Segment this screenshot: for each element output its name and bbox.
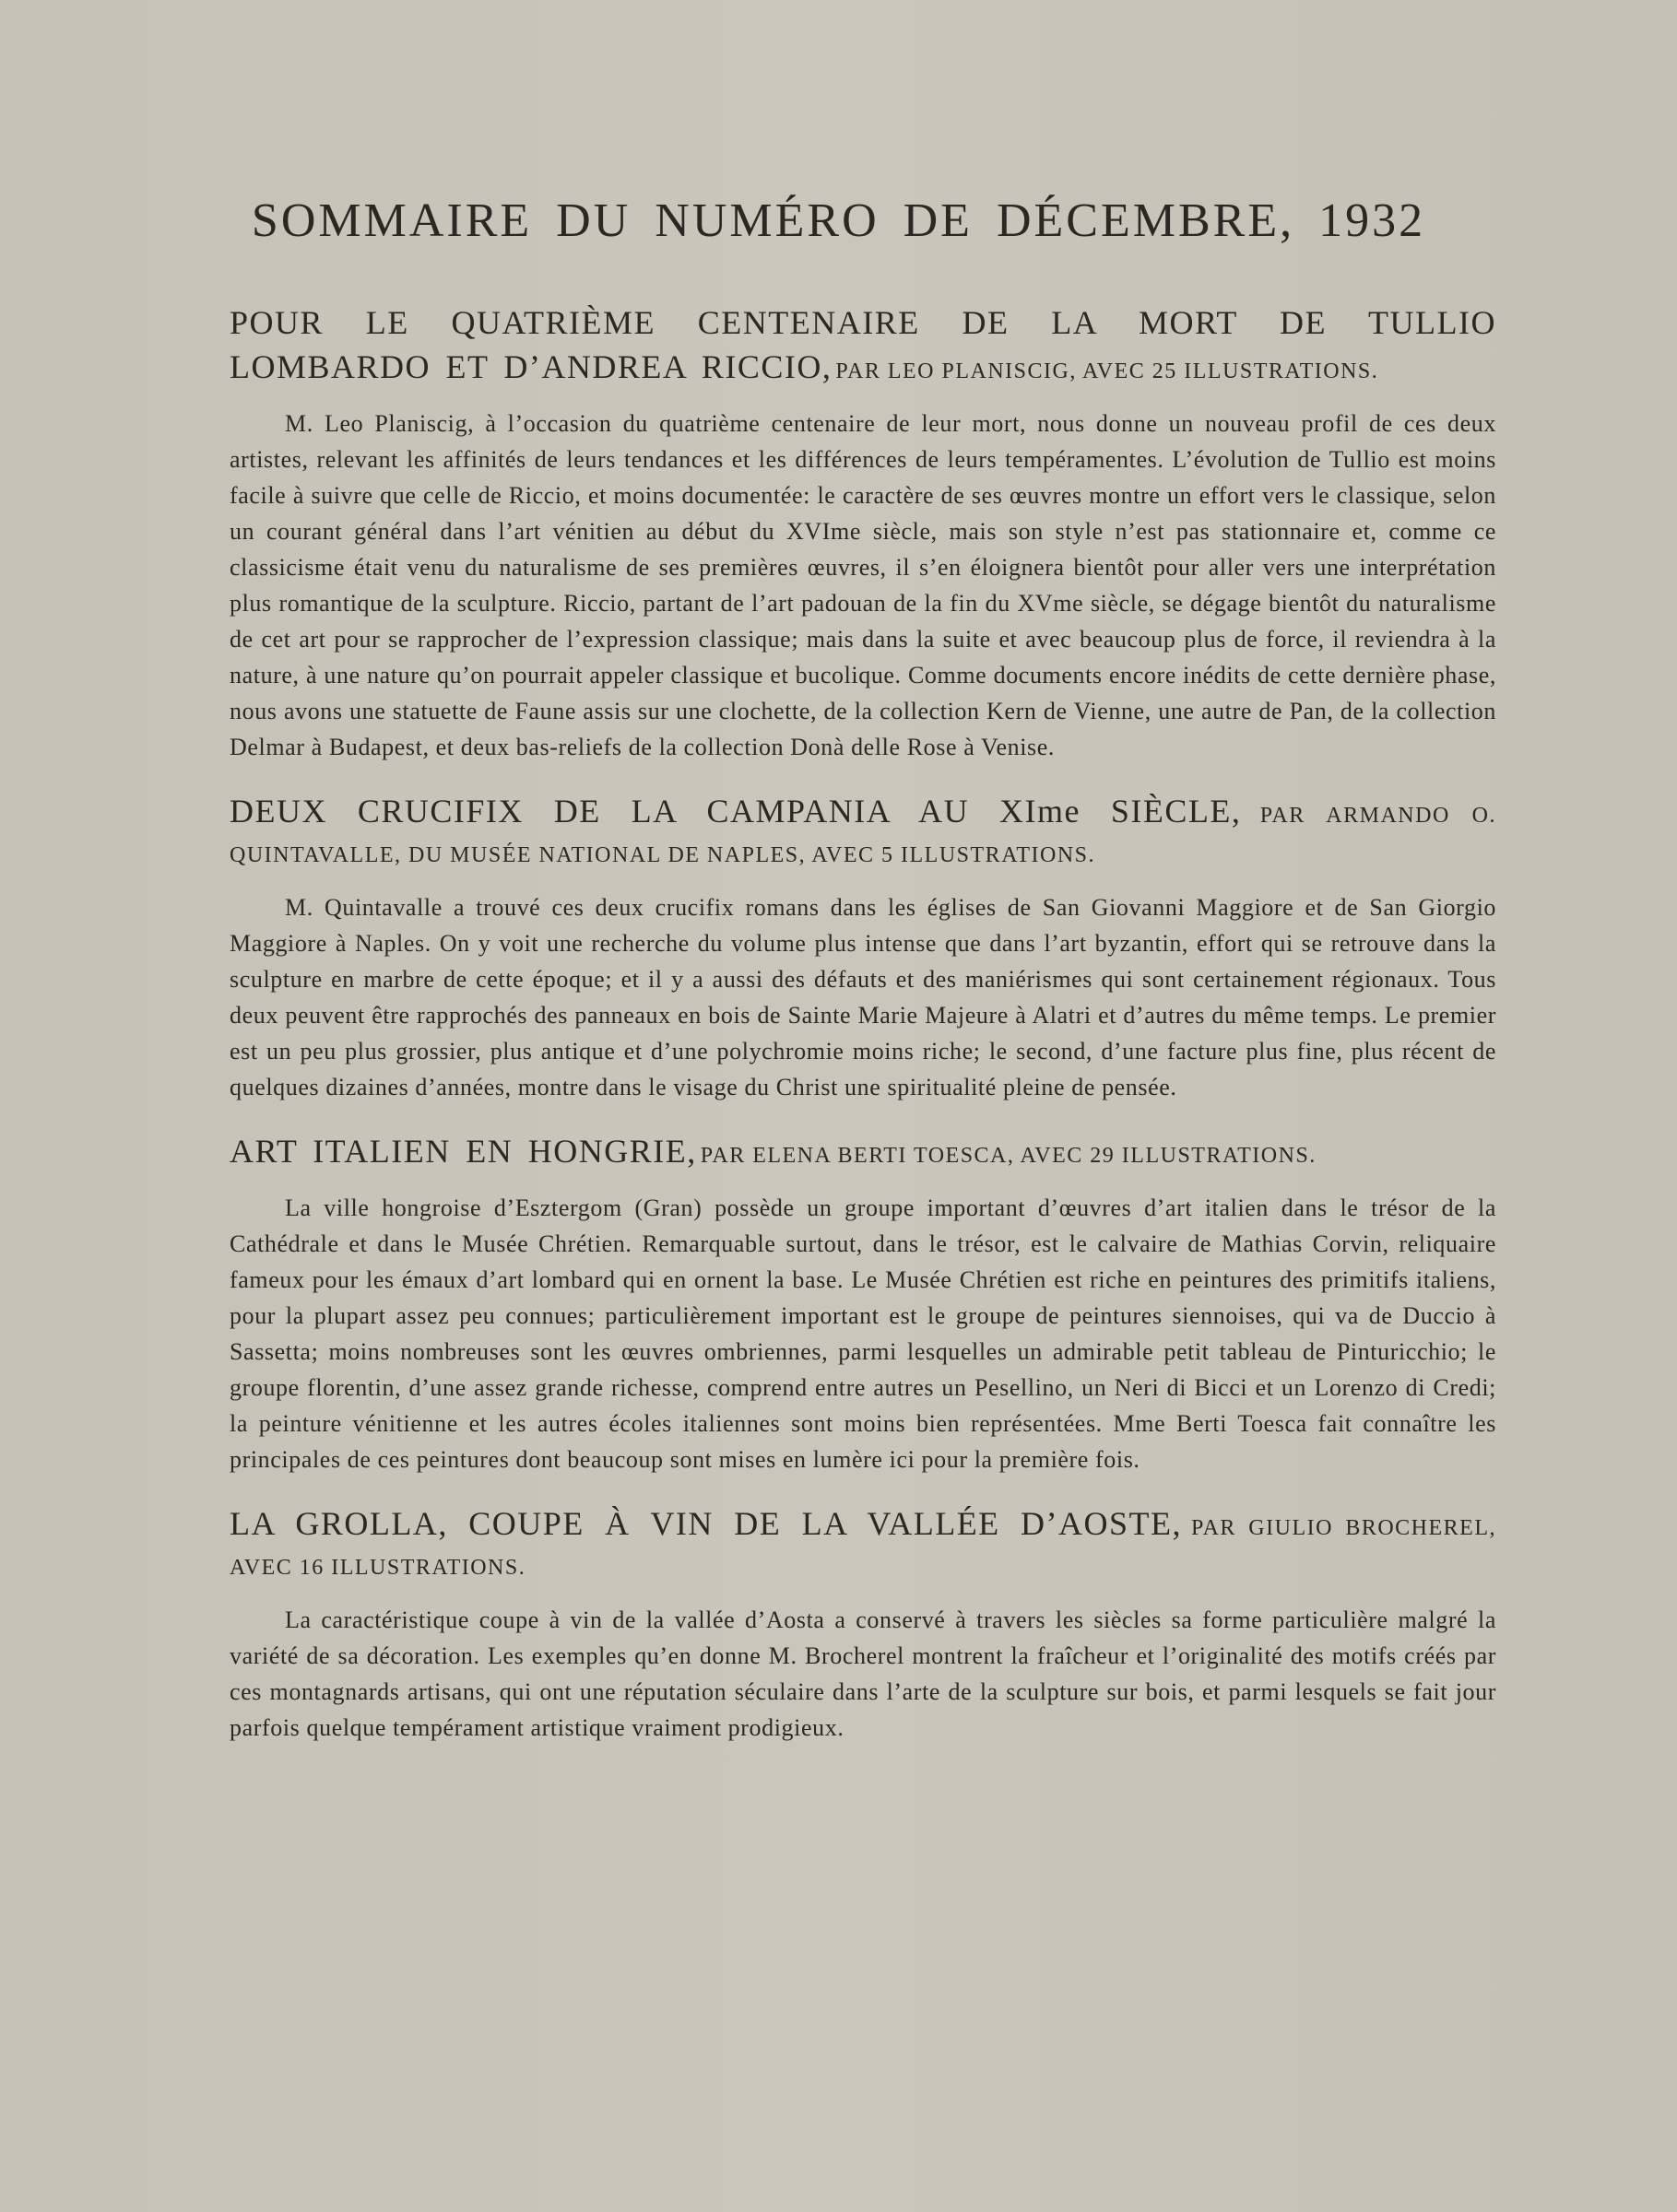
article-byline: PAR LEO PLANISCIG, AVEC 25 ILLUSTRATIONS. — [835, 359, 1379, 383]
article-summary-lombardo-riccio — [230, 304, 1496, 765]
article-summary-grolla — [230, 1505, 1496, 1746]
article-title: DEUX CRUCIFIX DE LA CAMPANIA AU XIme SIÈCLE, — [230, 793, 1242, 830]
article-byline: PAR GIULIO BROCHEREL, AVEC 16 ILLUSTRATIONS. — [230, 1516, 1497, 1580]
article-body: M. Leo Planiscig, à l’occasion du quatrième centenaire de leur mort, nous donne un nouveau profil de ces deux artistes, relevant les affinités de leurs tendances et les différences de leurs tempéramentes. L’évolution de Tullio est moins facile à suivre que celle de Riccio, et moins documentée: le caractère de ses œuvres montre un effort vers le classique, selon un courant général dans l’art vénitien au début du XVIme siècle, mais son style n’est pas stationnaire et, comme ce classicisme était venu du naturalisme de ses premières œuvres, il s’en éloignera bientôt pour aller vers une interprétation plus romantique de la sculpture. Riccio, partant de l’art padouan de la fin du XVme siècle, se dégage bientôt du naturalisme de cet art pour se rapprocher de l’expression classique; mais dans la suite et avec beaucoup plus de force, il reviendra à la nature, à une nature qu’on pourrait appeler classique et bucolique. Comme documents encore inédits de cette dernière phase, nous avons une statuette de Faune assis sur une clochette, de la collection Kern de Vienne, une autre de Pan, de la collection Delmar à Budapest, et deux bas-reliefs de la collection Donà delle Rose à Venise. — [230, 410, 1496, 760]
article-heading — [230, 304, 1496, 393]
article-summary-hongrie — [230, 1133, 1496, 1477]
article-heading — [230, 1505, 1496, 1589]
article-title: LA GROLLA, COUPE À VIN DE LA VALLÉE D’AOSTE, — [230, 1505, 1183, 1542]
article-byline: PAR ARMANDO O. QUINTAVALLE, DU MUSÉE NATIONAL DE NAPLES, AVEC 5 ILLUSTRATIONS. — [230, 804, 1497, 867]
article-body: M. Quintavalle a trouvé ces deux crucifix romans dans les églises de San Giovanni Maggiore et de San Giorgio Maggiore à Naples. On y voit une recherche du volume plus intense que dans l’art byzantin, effort qui se retrouve dans la sculpture en marbre de cette époque; et il y a aussi des défauts et des maniérismes qui sont certainement régionaux. Tous deux peuvent être rapprochés des panneaux en bois de Sainte Marie Majeure à Alatri et d’autres du même temps. Le premier est un peu plus grossier, plus antique et d’une polychromie moins riche; le second, d’une facture plus fine, plus récent de quelques dizaines d’années, montre dans le visage du Christ une spiritualité pleine de pensée. — [230, 894, 1496, 1100]
article-body: La caractéristique coupe à vin de la vallée d’Aosta a conservé à travers les siècles sa forme particulière malgré la variété de sa décoration. Les exemples qu’en donne M. Brocherel montrent la fraîcheur et l’originalité des motifs créés par ces montagnards artisans, qui ont une réputation séculaire dans l’arte de la sculpture sur bois, et parmi lesquels se fait jour parfois quelque tempérament artistique vraiment prodigieux. — [230, 1606, 1496, 1741]
article-summary-crucifix — [230, 793, 1496, 1105]
article-heading — [230, 1133, 1496, 1177]
page-title: SOMMAIRE DU NUMÉRO DE DÉCEMBRE, 1932 — [251, 194, 1426, 247]
article-byline: PAR ELENA BERTI TOESCA, AVEC 29 ILLUSTRATIONS. — [700, 1144, 1317, 1168]
article-title: ART ITALIEN EN HONGRIE, — [230, 1133, 697, 1170]
article-heading — [230, 793, 1496, 877]
article-title: POUR LE QUATRIÈME CENTENAIRE DE LA MORT DE TULLIO LOMBARDO ET D’ANDREA RICCIO, — [230, 304, 1496, 385]
summary-content — [230, 304, 1496, 1773]
article-body: La ville hongroise d’Esztergom (Gran) possède un groupe important d’œuvres d’art italien dans le trésor de la Cathédrale et dans le Musée Chrétien. Remarquable surtout, dans le trésor, est le calvaire de Mathias Corvin, reliquaire fameux pour les émaux d’art lombard qui en ornent la base. Le Musée Chrétien est riche en peintures des primitifs italiens, pour la plupart assez peu connues; particulièrement important est le groupe de peintures siennoises, qui va de Duccio à Sassetta; moins nombreuses sont les œuvres ombriennes, parmi lesquelles un admirable petit tableau de Pinturicchio; le groupe florentin, d’une assez grande richesse, comprend entre autres un Pesellino, un Neri di Bicci et un Lorenzo di Credi; la peinture vénitienne et les autres écoles italiennes sont moins bien représentées. Mme Berti Toesca fait connaître les principales de ces peintures dont beaucoup sont mises en lumère ici pour la première fois. — [230, 1194, 1496, 1473]
